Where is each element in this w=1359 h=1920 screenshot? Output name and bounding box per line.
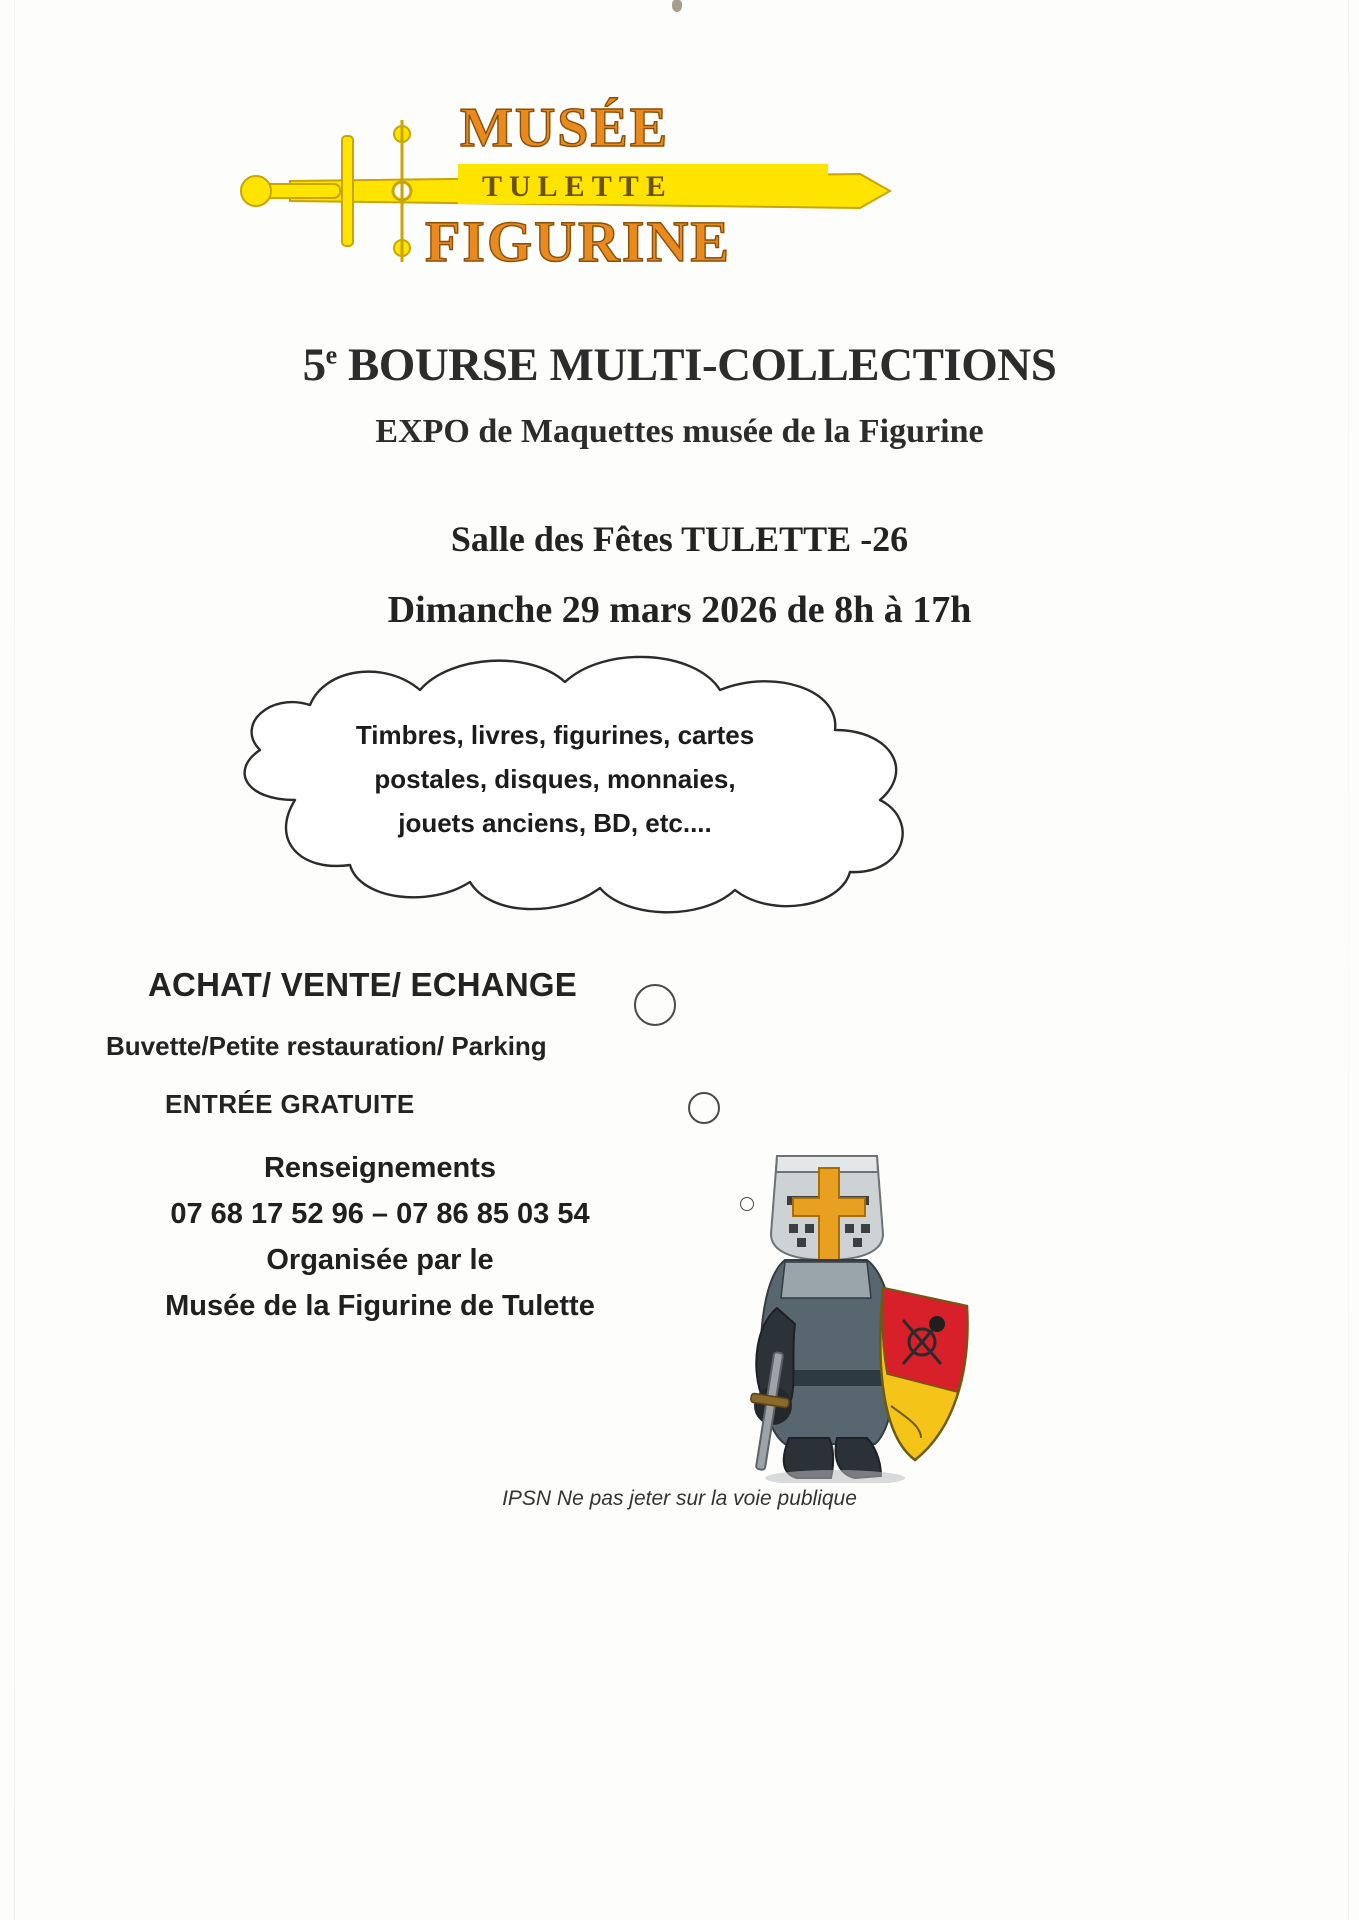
knight-figurine-icon [715, 1138, 980, 1483]
venue-line: Salle des Fêtes TULETTE -26 [450, 519, 909, 559]
organizer-line-2: Musée de la Figurine de Tulette [165, 1290, 595, 1322]
contact-phones: 07 68 17 52 96 – 07 86 85 03 54 [170, 1198, 590, 1230]
buvette-line: Buvette/Petite restauration/ Parking [106, 1031, 547, 1061]
date-line: Dimanche 29 mars 2026 de 8h à 17h [387, 589, 972, 631]
logo-word-tulette: TULETTE [482, 170, 673, 203]
footer-note: IPSN Ne pas jeter sur la voie publique [502, 1487, 857, 1510]
scan-edge-right [1348, 0, 1349, 1920]
entree-gratuite-line: ENTRÉE GRATUITE [165, 1089, 415, 1119]
scan-speck [672, 0, 682, 12]
scan-ring-artifact-1 [634, 984, 676, 1026]
title-ordinal-suffix: e [325, 340, 337, 370]
contact-block [130, 1145, 630, 1329]
achat-vente-echange-line: ACHAT/ VENTE/ ECHANGE [148, 966, 577, 1003]
cloud-line-1: Timbres, livres, figurines, cartes [355, 720, 755, 750]
title-rest: BOURSE MULTI-COLLECTIONS [336, 339, 1057, 391]
page-title [0, 338, 1359, 392]
organizer-line-1: Organisée par le [266, 1244, 494, 1276]
scan-edge-left [14, 0, 15, 1920]
museum-logo [230, 96, 930, 286]
logo-word-musee: MUSÉE [460, 97, 670, 159]
cloud-text [230, 713, 880, 845]
logo-word-figurine: FIGURINE [425, 209, 732, 274]
cloud-line-2: postales, disques, monnaies, [374, 764, 736, 794]
contact-label: Renseignements [263, 1152, 497, 1184]
cloud-line-3: jouets anciens, BD, etc.... [398, 808, 712, 838]
scan-ring-artifact-2 [688, 1092, 720, 1124]
page-subtitle: EXPO de Maquettes musée de la Figurine [375, 413, 984, 450]
title-number: 5 [302, 339, 326, 391]
